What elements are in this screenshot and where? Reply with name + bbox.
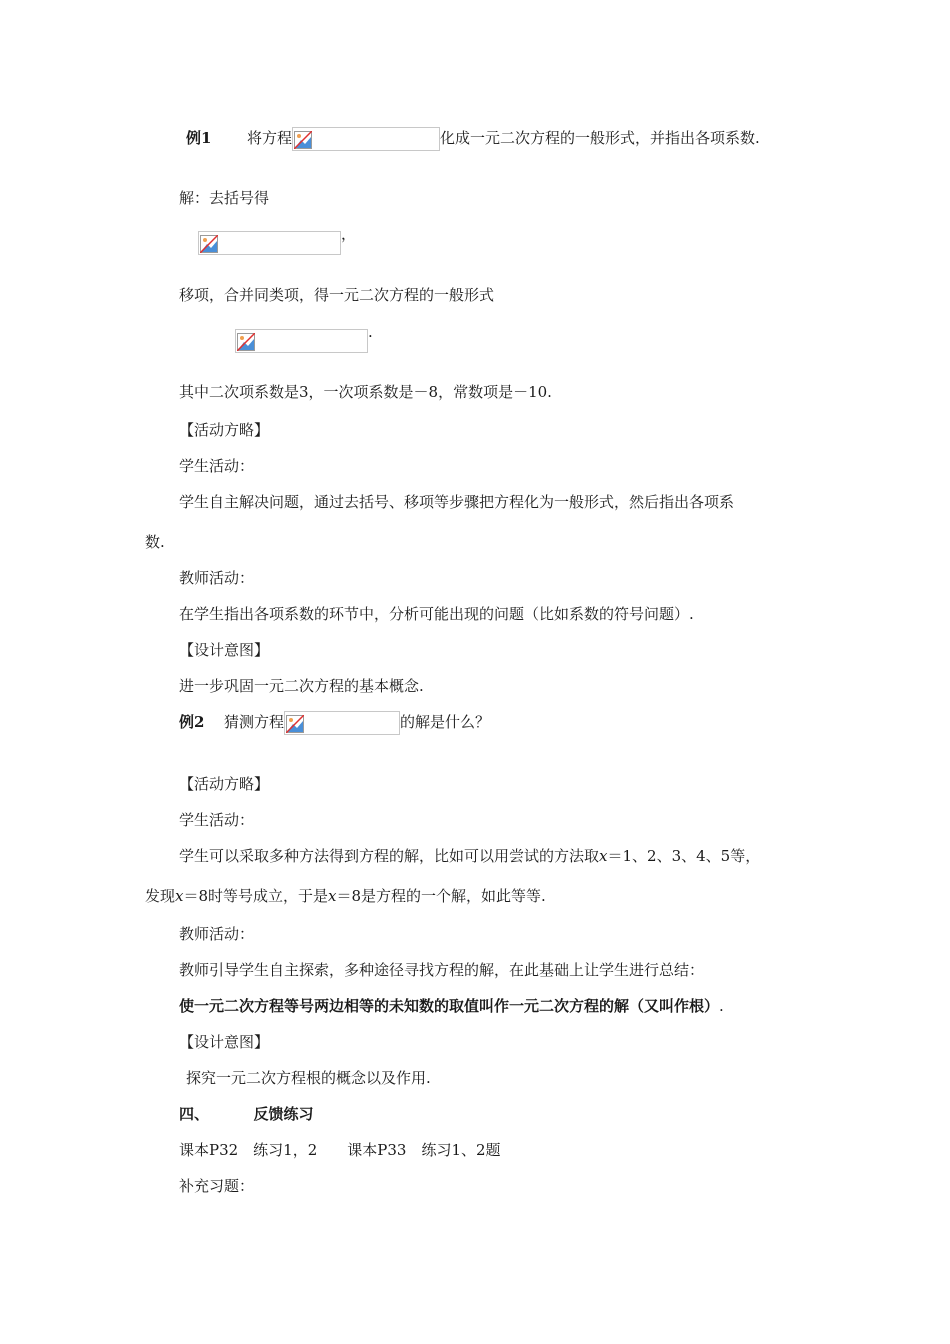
- equation-image-3: [235, 329, 368, 353]
- section-4-number: 四、: [179, 1105, 210, 1123]
- solution-coefficients: 其中二次项系数是3，一次项系数是－8，常数项是－10.: [179, 383, 552, 401]
- strategy-2-teacher-label: 教师活动：: [179, 925, 255, 943]
- section-4-exercises: 课本P32 练习1，2 课本P33 练习1、2题: [179, 1141, 501, 1159]
- solution-step-3: [235, 323, 373, 353]
- strategy-2-student-text-2b: ＝8时等号成立，于是: [183, 887, 329, 905]
- strategy-1-design-text: 进一步巩固一元二次方程的基本概念.: [179, 677, 424, 695]
- variable-x: x: [599, 847, 608, 865]
- broken-image-icon: [200, 235, 218, 253]
- example-2-text-a: 猜测方程: [224, 713, 285, 731]
- example-1-label: 例1: [186, 129, 212, 147]
- example-2-label: 例2: [179, 713, 205, 731]
- strategy-2-student-text-2c: ＝8是方程的一个解，如此等等.: [336, 887, 546, 905]
- strategy-1-student-label: 学生活动：: [179, 457, 255, 475]
- section-4-supplement: 补充习题：: [179, 1177, 255, 1195]
- strategy-2-student-text-1: [179, 845, 760, 867]
- strategy-2-design-text: 探究一元二次方程根的概念以及作用.: [186, 1069, 431, 1087]
- strategy-1-teacher-label: 教师活动：: [179, 569, 255, 587]
- strategy-2-student-text-1b: ＝1、2、3、4、5等，: [607, 847, 761, 865]
- strategy-1-heading: 【活动方略】: [179, 421, 270, 439]
- section-4-heading: [179, 1103, 314, 1125]
- strategy-1-student-text-2: 数.: [145, 533, 165, 551]
- example-1-text-a: 将方程: [247, 129, 293, 147]
- variable-x: x: [328, 887, 337, 905]
- solution-step-1: [198, 225, 357, 255]
- strategy-2-heading: 【活动方略】: [179, 775, 270, 793]
- broken-image-icon: [286, 715, 304, 733]
- broken-image-icon: [294, 131, 312, 149]
- strategy-1-teacher-text: 在学生指出各项系数的环节中，分析可能出现的问题（比如系数的符号问题）.: [179, 605, 694, 623]
- solution-period: .: [368, 323, 373, 341]
- strategy-2-student-text-2a: 发现: [145, 887, 176, 905]
- strategy-2-student-text-1a: 学生可以采取多种方法得到方程的解，比如可以用尝试的方法取: [179, 847, 600, 865]
- solution-comma: ，: [341, 225, 357, 243]
- root-definition-text: 使一元二次方程等号两边相等的未知数的取值叫作一元二次方程的解（又叫作根）: [179, 997, 720, 1015]
- example-2-text-b: 的解是什么？: [400, 713, 491, 731]
- strategy-2-student-label: 学生活动：: [179, 811, 255, 829]
- strategy-1-design-heading: 【设计意图】: [179, 641, 270, 659]
- solution-step-2: 移项，合并同类项，得一元二次方程的一般形式: [179, 286, 495, 304]
- strategy-2-teacher-text: 教师引导学生自主探索，多种途径寻找方程的解，在此基础上让学生进行总结：: [179, 961, 705, 979]
- strategy-2-student-text-2: [145, 885, 546, 907]
- strategy-2-design-heading: 【设计意图】: [179, 1033, 270, 1051]
- root-definition: [179, 995, 724, 1017]
- equation-image-1: [292, 127, 440, 151]
- equation-image-2: [198, 231, 341, 255]
- root-definition-period: .: [719, 997, 724, 1015]
- example-2-line: [179, 711, 490, 735]
- equation-image-4: [284, 711, 400, 735]
- strategy-1-student-text-1: 学生自主解决问题，通过去括号、移项等步骤把方程化为一般形式，然后指出各项系: [179, 493, 735, 511]
- broken-image-icon: [237, 333, 255, 351]
- example-1-text-b: 化成一元二次方程的一般形式，并指出各项系数.: [440, 129, 760, 147]
- variable-x: x: [175, 887, 184, 905]
- section-4-title: 反馈练习: [253, 1105, 314, 1123]
- solution-intro: 解：去括号得: [179, 189, 270, 207]
- example-1-line: [186, 127, 760, 151]
